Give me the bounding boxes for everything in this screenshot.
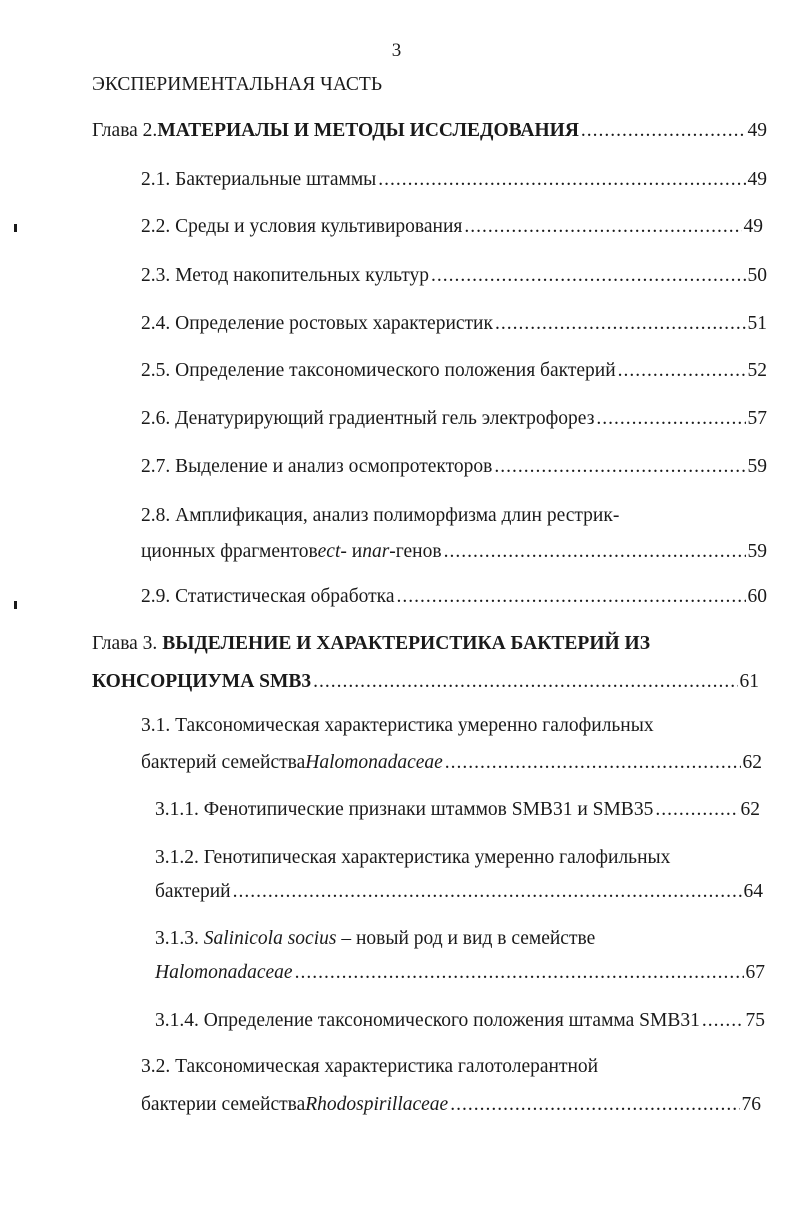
toc-item-2-4 (141, 311, 767, 337)
toc-item-3-1-4 (155, 1008, 765, 1034)
toc-page: 62 (742, 752, 762, 773)
toc-page: 50 (747, 265, 767, 286)
leader-dots (378, 167, 745, 193)
toc-page: 67 (745, 962, 765, 983)
leader-dots (494, 454, 745, 480)
toc-italic: Halomonadaceae (305, 752, 443, 773)
toc-text: Определение ростовых характеристик (175, 313, 493, 334)
toc-item-2-9 (141, 584, 767, 610)
toc-num: 2.1. (141, 169, 171, 190)
leader-dots (464, 214, 741, 240)
leader-dots (313, 669, 737, 695)
toc-page: 59 (747, 541, 767, 562)
page-number: 3 (391, 40, 402, 61)
toc-page: 64 (743, 881, 763, 902)
toc-item-2-7 (141, 454, 767, 480)
toc-item-3-1-2 (155, 879, 763, 905)
toc-num: 2.4. (141, 313, 171, 334)
toc-text: Денатурирующий градиентный гель электрофорез (175, 408, 595, 429)
toc-page: 52 (747, 360, 767, 381)
toc-italic: ect (317, 541, 341, 562)
toc-page: 49 (747, 120, 767, 141)
toc-chapter-3 (92, 669, 759, 695)
toc-item-3-1-3 (155, 960, 765, 986)
toc-num: 2.7. (141, 456, 171, 477)
toc-text: Метод накопительных культур (175, 265, 430, 286)
chapter-3-title-line1: ВЫДЕЛЕНИЕ И ХАРАКТЕРИСТИКА БАКТЕРИЙ ИЗ (162, 633, 651, 654)
toc-num: 2.2. (141, 216, 171, 237)
toc-text: 3.1.4. Определение таксономического положения штамма SMB31 (155, 1010, 700, 1031)
toc-text: Выделение и анализ осмопротекторов (175, 456, 493, 477)
leader-dots (596, 406, 745, 432)
toc-text: - и (340, 541, 363, 562)
toc-page: 75 (745, 1010, 765, 1031)
leader-dots (495, 311, 746, 337)
toc-item-2-6 (141, 406, 767, 432)
leader-dots (618, 358, 746, 384)
toc-item-3-1-2-line1: 3.1.2. Генотипическая характеристика умеренно галофильных (155, 847, 671, 868)
toc-page: 49 (743, 216, 763, 237)
toc-page: 61 (739, 671, 759, 692)
toc-item-3-2-line1: 3.2. Таксономическая характеристика галотолерантной (141, 1056, 599, 1077)
toc-italic: Salinicola socius (203, 928, 337, 949)
toc-page: 59 (747, 456, 767, 477)
toc-page: 57 (747, 408, 767, 429)
toc-num: 2.5. (141, 360, 171, 381)
chapter-3-prefix: Глава 3. (92, 633, 163, 654)
toc-item-2-8-line1: 2.8. Амплификация, анализ полиморфизма длин рестрик- (141, 505, 620, 526)
leader-dots (581, 118, 746, 144)
toc-item-2-2 (141, 214, 763, 240)
toc-chapter-2 (92, 118, 767, 144)
toc-page: 60 (747, 586, 767, 607)
toc-text: -генов (389, 541, 442, 562)
toc-text: Статистическая обработка (175, 586, 395, 607)
toc-text: бактерий семейства (141, 752, 306, 773)
leader-dots (444, 539, 746, 565)
toc-italic: Halomonadaceae (155, 962, 293, 983)
toc-page: 49 (747, 169, 767, 190)
toc-item-3-1-line1: 3.1. Таксономическая характеристика умеренно галофильных (141, 715, 654, 736)
toc-page: 51 (747, 313, 767, 334)
toc-text: бактерии семейства (141, 1094, 306, 1115)
toc-item-3-1-3-line1 (155, 926, 595, 952)
toc-text: Определение таксономического положения бактерий (175, 360, 616, 381)
toc-num: 3.1.3. (155, 928, 204, 949)
toc-item-3-1-1 (155, 797, 760, 823)
toc-chapter-3-line1 (92, 631, 650, 657)
scan-mark (14, 224, 17, 232)
toc-item-2-3 (141, 263, 767, 289)
toc-text: Среды и условия культивирования (175, 216, 463, 237)
toc-text: ционных фрагментов (141, 541, 318, 562)
chapter-2-prefix: Глава 2. (92, 120, 158, 141)
leader-dots (702, 1008, 744, 1034)
toc-item-2-1 (141, 167, 767, 193)
leader-dots (655, 797, 738, 823)
toc-num: 2.9. (141, 586, 171, 607)
toc-item-3-1 (141, 750, 762, 776)
section-heading: ЭКСПЕРИМЕНТАЛЬНАЯ ЧАСТЬ (92, 74, 383, 95)
leader-dots (233, 879, 742, 905)
toc-text: бактерий (155, 881, 231, 902)
leader-dots (445, 750, 741, 776)
leader-dots (396, 584, 745, 610)
toc-italic: nar (362, 541, 390, 562)
toc-page: 62 (740, 799, 760, 820)
toc-text: 3.1.1. Фенотипические признаки штаммов SMB31 и SMB35 (155, 799, 654, 820)
toc-num: 2.6. (141, 408, 171, 429)
toc-num: 2.3. (141, 265, 171, 286)
toc-item-2-5 (141, 358, 767, 384)
toc-page: 76 (741, 1094, 761, 1115)
toc-text: Бактериальные штаммы (175, 169, 377, 190)
toc-item-2-8 (141, 539, 767, 565)
scan-mark (14, 601, 17, 609)
toc-text: – новый род и вид в семействе (336, 928, 596, 949)
chapter-3-title-line2: КОНСОРЦИУМА SMB3 (92, 671, 312, 692)
toc-item-3-2 (141, 1092, 761, 1118)
chapter-2-title: МАТЕРИАЛЫ И МЕТОДЫ ИССЛЕДОВАНИЯ (157, 120, 579, 141)
leader-dots (295, 960, 744, 986)
leader-dots (450, 1092, 739, 1118)
leader-dots (431, 263, 745, 289)
toc-italic: Rhodospirillaceae (305, 1094, 449, 1115)
